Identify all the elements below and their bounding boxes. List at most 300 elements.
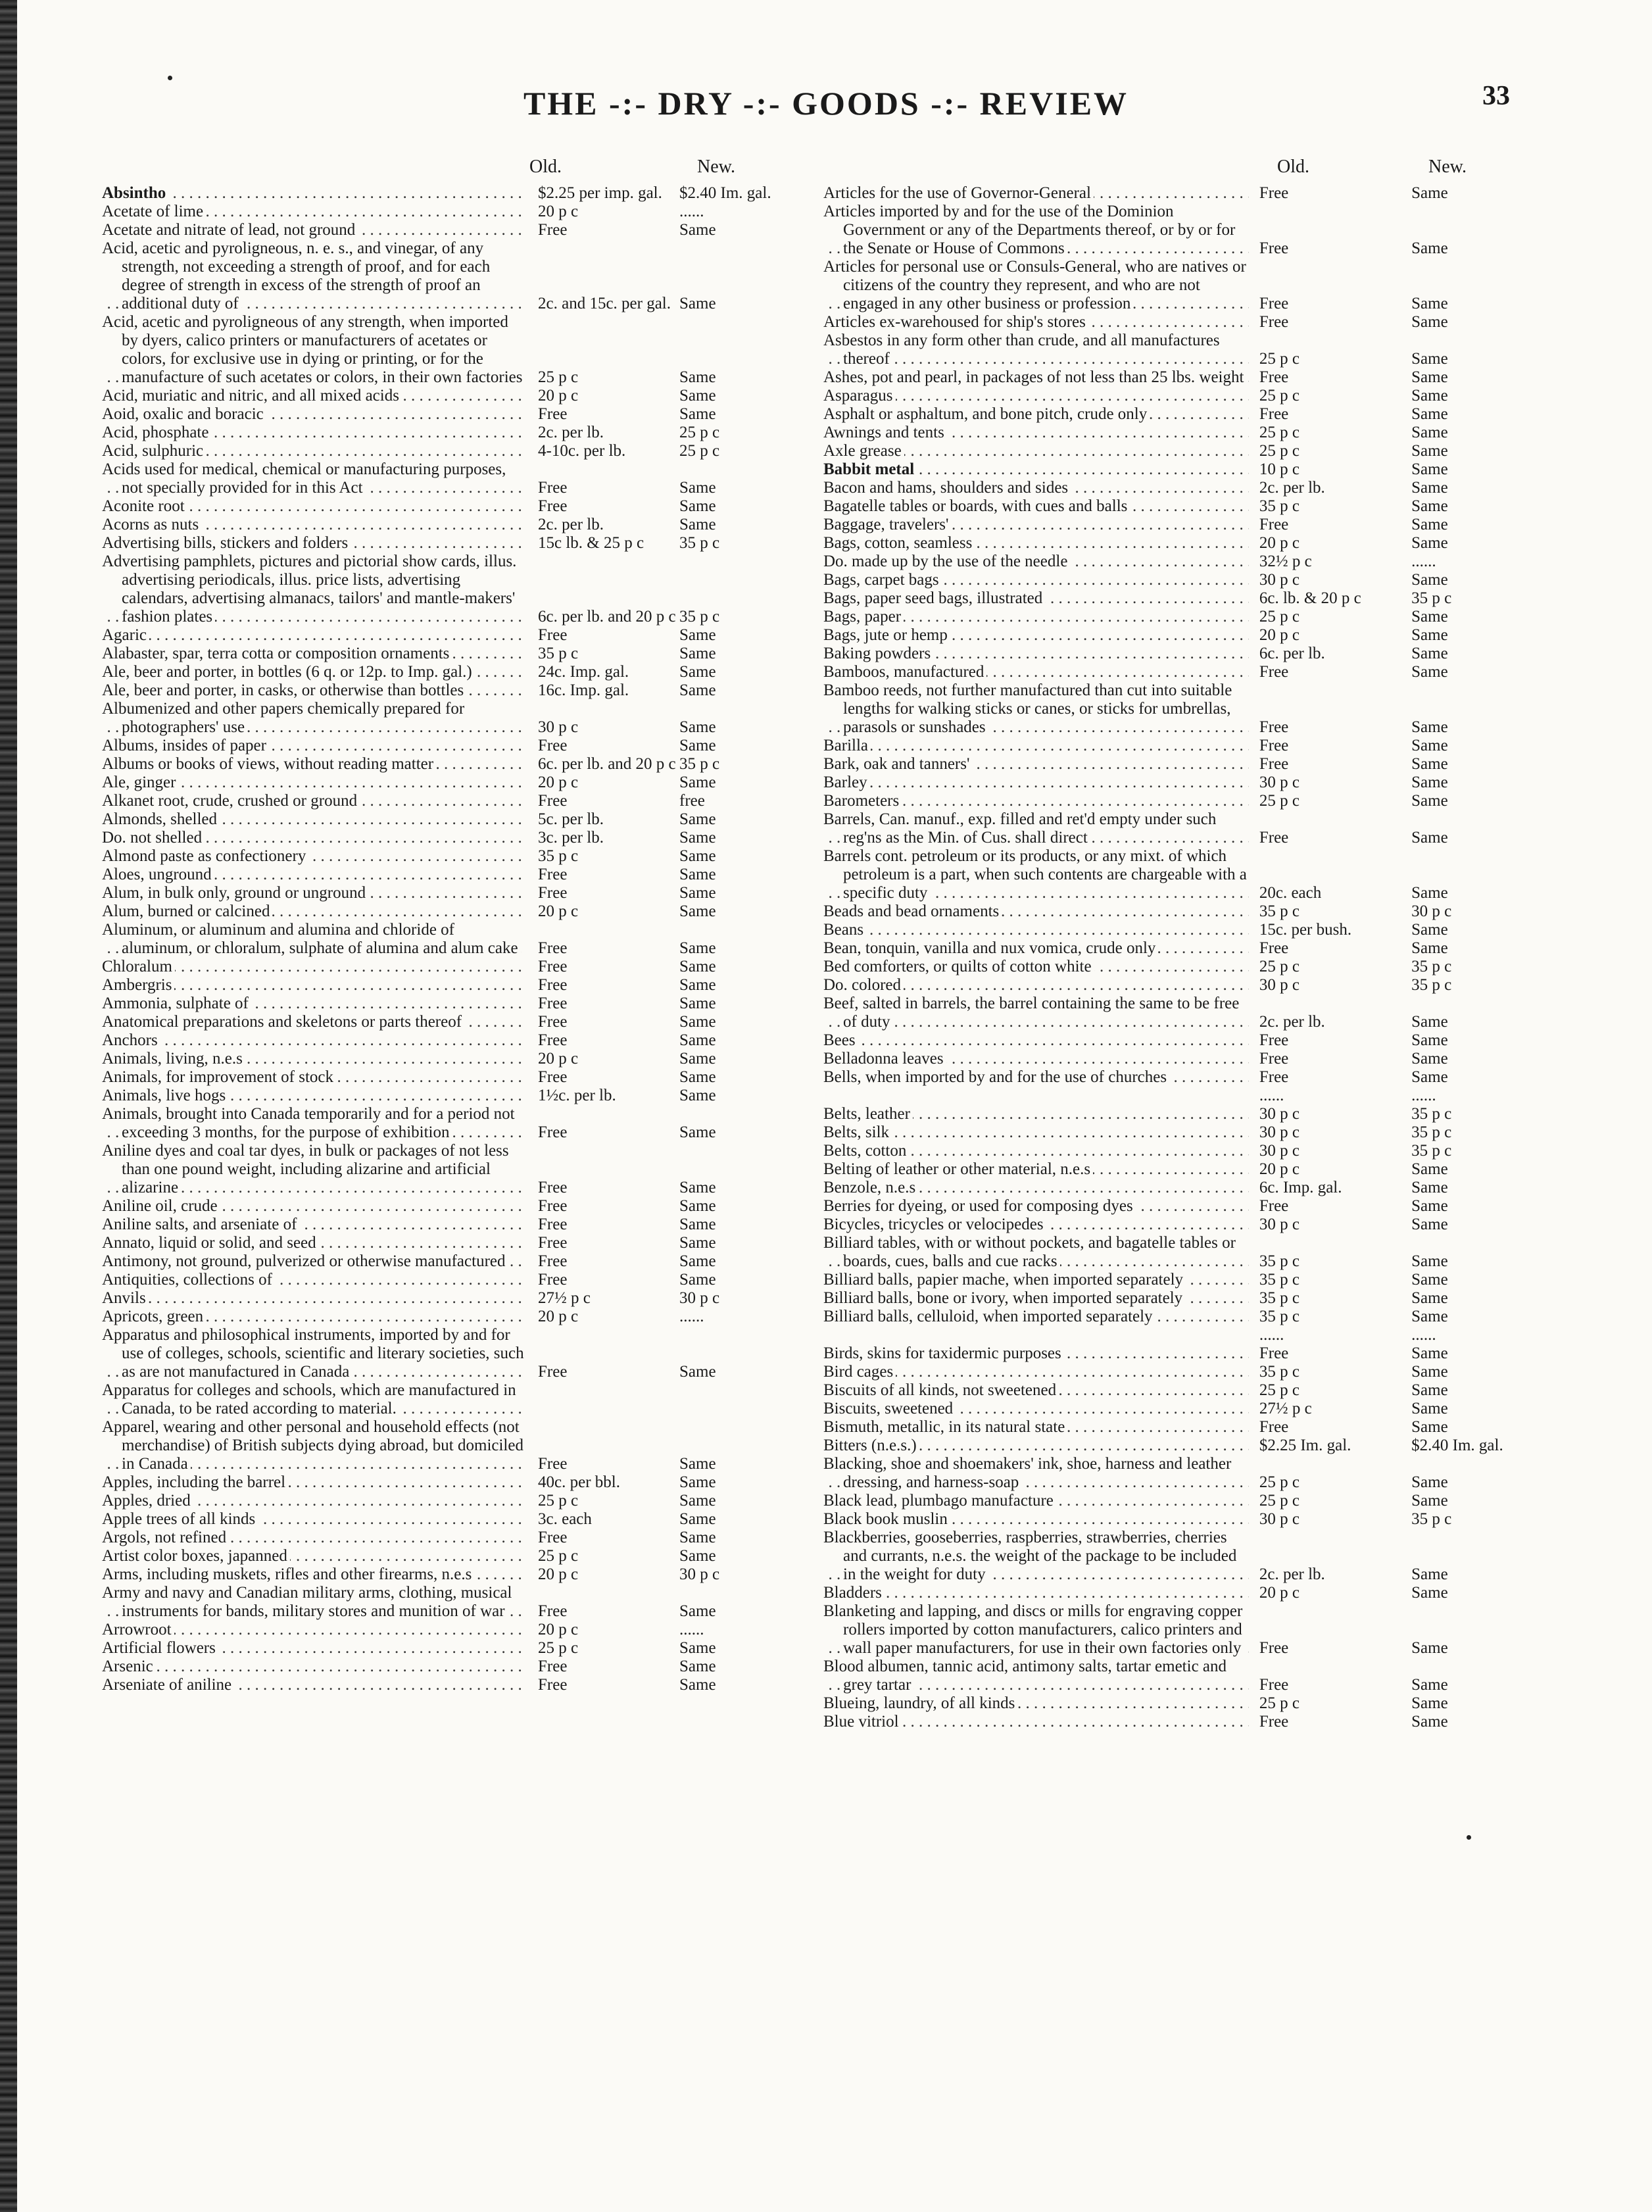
old-duty: 15c lb. & 25 p c <box>538 534 644 552</box>
tariff-row <box>102 1658 832 1676</box>
article-name <box>102 460 526 497</box>
article-name-text: Black lead, plumbago manufacture <box>823 1492 1056 1510</box>
article-name <box>102 1639 526 1658</box>
tariff-row <box>102 884 832 902</box>
old-duty: Free <box>538 1068 568 1086</box>
article-name <box>823 368 1249 387</box>
article-name-text: Berries for dyeing, or used for composing dyes <box>823 1197 1136 1215</box>
article-name <box>823 847 1249 902</box>
old-duty: Free <box>538 976 568 994</box>
new-duty: 35 p c <box>1411 1105 1452 1123</box>
article-name <box>102 847 526 866</box>
tariff-row <box>823 626 1519 645</box>
article-name-text: Artificial flowers <box>102 1639 218 1657</box>
new-duty: Same <box>1411 350 1448 368</box>
article-name <box>102 1565 526 1584</box>
new-duty: Same <box>1411 1492 1448 1510</box>
tariff-row <box>102 829 832 847</box>
page-number: 33 <box>1482 81 1510 111</box>
old-duty: 30 p c <box>1259 571 1300 589</box>
article-name-text: Anatomical preparations and skeletons or parts thereof <box>102 1013 464 1031</box>
old-duty: Free <box>538 479 568 497</box>
new-duty: Same <box>1411 479 1448 497</box>
article-name <box>823 1160 1249 1179</box>
tariff-row <box>823 1123 1519 1142</box>
new-duty: 30 p c <box>679 1565 720 1583</box>
article-name <box>102 1381 526 1418</box>
old-duty: 20 p c <box>538 774 579 791</box>
article-name-text: Billiard balls, celluloid, when imported separately <box>823 1308 1155 1325</box>
new-duty: Same <box>1411 1289 1448 1307</box>
article-name-text: Biscuits of all kinds, not sweetened <box>823 1381 1059 1399</box>
left-rows <box>102 184 832 1694</box>
article-name-text: Anvils <box>102 1289 149 1307</box>
new-duty: Same <box>679 626 716 644</box>
old-duty: 6c. Imp. gal. <box>1259 1179 1342 1196</box>
article-name <box>102 534 526 553</box>
old-duty: Free <box>538 1179 568 1196</box>
tariff-row <box>102 221 832 239</box>
old-duty: Free <box>538 939 568 957</box>
old-duty: 5c. per lb. <box>538 810 604 828</box>
new-duty: ...... <box>679 1308 704 1325</box>
article-name <box>823 995 1249 1031</box>
new-duty: Same <box>1411 1584 1448 1602</box>
article-name <box>102 203 526 221</box>
article-name-text: Blood albumen, tannic acid, antimony salts, tartar emetic and grey tartar <box>823 1658 1227 1694</box>
article-name <box>102 1068 526 1087</box>
tariff-row <box>823 534 1519 553</box>
article-name-text: Bean, tonquin, vanilla and nux vomica, crude only <box>823 939 1158 957</box>
new-duty: ...... <box>1411 1087 1436 1104</box>
new-duty: Same <box>679 958 716 975</box>
old-duty: 25 p c <box>538 1547 579 1565</box>
new-duty: 25 p c <box>679 424 720 441</box>
old-duty: Free <box>1259 368 1289 386</box>
old-duty: Free <box>538 1197 568 1215</box>
article-name-text: Belts, silk <box>823 1123 892 1141</box>
old-duty: 27½ p c <box>1259 1400 1312 1417</box>
article-name <box>102 221 526 239</box>
new-duty: Same <box>1411 774 1448 791</box>
article-name-text: Ammonia, sulphate of <box>102 995 251 1012</box>
article-name <box>823 479 1249 497</box>
tariff-row <box>102 1473 832 1492</box>
new-duty: 35 p c <box>1411 1123 1452 1141</box>
article-name-text: Antimony, not ground, pulverized or otherwise manufactured <box>102 1252 508 1270</box>
article-name <box>102 958 526 976</box>
article-name <box>102 1013 526 1031</box>
article-name-text: Billiard tables, with or without pockets, and bagatelle tables or boards, cues, balls and cue racks <box>823 1234 1236 1270</box>
article-name-text: Bacon and hams, shoulders and sides <box>823 479 1071 497</box>
new-duty: 35 p c <box>1411 958 1452 975</box>
old-duty: 20 p c <box>1259 1584 1300 1602</box>
article-name-text: Bags, paper seed bags, illustrated <box>823 589 1045 607</box>
article-name-text: Asparagus <box>823 387 896 405</box>
article-name-text: Babbit metal <box>823 460 917 478</box>
old-duty: 6c. per lb. <box>1259 645 1325 662</box>
article-name-text: Bird cages <box>823 1363 896 1381</box>
tariff-row <box>102 1621 832 1639</box>
new-duty: Same <box>1411 313 1448 331</box>
old-duty: 35 p c <box>1259 1289 1300 1307</box>
article-name <box>823 1326 1249 1344</box>
article-name-text: Animals, for improvement of stock <box>102 1068 336 1086</box>
article-name <box>102 1418 526 1473</box>
article-name-text: Blackberries, gooseberries, raspberries, strawberries, cherries and currants, n.e.s. the weight of the package to be included in the weight for duty <box>823 1529 1237 1583</box>
article-name-text: Aoid, oxalic and boracic <box>102 405 266 423</box>
article-name <box>102 1676 526 1694</box>
old-duty: 25 p c <box>1259 350 1300 368</box>
new-duty: Same <box>679 1363 716 1381</box>
article-name <box>823 810 1249 847</box>
tariff-row <box>102 1381 832 1418</box>
tariff-row <box>102 755 832 774</box>
old-duty: 35 p c <box>1259 497 1300 515</box>
article-name-text: Arsenic <box>102 1658 156 1675</box>
tariff-row <box>823 1160 1519 1179</box>
article-name-text: Beef, salted in barrels, the barrel containing the same to be free of duty <box>823 995 1240 1031</box>
old-duty: 30 p c <box>1259 976 1300 994</box>
article-name-text: Bags, jute or hemp <box>823 626 950 644</box>
tariff-row <box>102 1031 832 1050</box>
article-name <box>102 737 526 755</box>
article-name <box>823 1142 1249 1160</box>
tariff-row <box>823 1363 1519 1381</box>
article-name <box>102 424 526 442</box>
new-duty: Same <box>679 1013 716 1031</box>
article-name <box>102 1289 526 1308</box>
tariff-row <box>823 1602 1519 1658</box>
tariff-row <box>102 847 832 866</box>
new-duty: $2.40 Im. gal. <box>1411 1437 1503 1454</box>
new-duty: free <box>679 792 705 810</box>
old-duty: 25 p c <box>1259 387 1300 405</box>
old-duty: 15c. per bush. <box>1259 921 1352 939</box>
article-name-text: Awnings and tents <box>823 424 947 441</box>
new-duty: Same <box>1411 424 1448 441</box>
old-duty: Free <box>1259 313 1289 331</box>
new-duty: Same <box>679 1068 716 1086</box>
tariff-row <box>102 1271 832 1289</box>
article-name-text: Army and navy and Canadian military arms, clothing, musical instruments for bands, military stores and munition of war <box>102 1584 512 1620</box>
article-name <box>102 313 526 387</box>
article-name <box>102 995 526 1013</box>
old-duty: Free <box>1259 939 1289 957</box>
tariff-row <box>823 737 1519 755</box>
tariff-row <box>823 1418 1519 1437</box>
article-name <box>823 553 1249 571</box>
article-name <box>823 405 1249 424</box>
new-duty: Same <box>1411 718 1448 736</box>
old-duty: 20 p c <box>1259 534 1300 552</box>
article-name <box>823 1510 1249 1529</box>
old-duty: 30 p c <box>1259 774 1300 791</box>
tariff-row <box>823 1068 1519 1087</box>
article-name-text: Acid, acetic and pyroligneous of any strength, when imported by dyers, calico printers or manufacturers of acetates or colors, for exclusive use in dying or printing, or for the manufacture of such acetates or colors, in their own factories <box>102 313 525 386</box>
tariff-row <box>823 571 1519 589</box>
tariff-row <box>823 1694 1519 1713</box>
tariff-row <box>823 332 1519 368</box>
old-duty: 2c. per lb. <box>538 424 604 441</box>
article-name-text: Albums, insides of paper <box>102 737 269 754</box>
article-name-text: Apparel, wearing and other personal and household effects (not merchandise) of British subjects dying abroad, but domiciled in Canada <box>102 1418 523 1473</box>
article-name-text: Do. not shelled <box>102 829 205 847</box>
old-duty: 35 p c <box>538 847 579 865</box>
article-name <box>823 608 1249 626</box>
tariff-row <box>823 608 1519 626</box>
article-name-text: Ale, beer and porter, in casks, or otherwise than bottles <box>102 681 466 699</box>
article-name <box>823 589 1249 608</box>
old-duty: 20c. each <box>1259 884 1322 902</box>
left-tariff-column <box>102 151 832 1694</box>
old-duty: 1½c. per lb. <box>538 1087 616 1104</box>
article-name-text: Alabaster, spar, terra cotta or composition ornaments <box>102 645 452 662</box>
article-name-text: Ale, beer and porter, in bottles (6 q. or 12p. to Imp. gal.) <box>102 663 475 681</box>
new-duty: Same <box>679 995 716 1012</box>
article-name <box>823 1381 1249 1400</box>
article-name <box>102 976 526 995</box>
article-name-text: Asbestos in any form other than crude, and all manufactures thereof <box>823 332 1220 368</box>
old-duty: Free <box>538 1602 568 1620</box>
old-duty: Free <box>538 1234 568 1252</box>
tariff-row <box>823 1584 1519 1602</box>
new-duty: Same <box>679 718 716 736</box>
old-duty: 2c. per lb. <box>1259 1565 1325 1583</box>
old-duty: 25 p c <box>1259 1381 1300 1399</box>
article-name-text: Bamboo reeds, not further manufactured than cut into suitable lengths for walking sticks or canes, or sticks for umbrellas, parasols or sunshades <box>823 681 1232 736</box>
tariff-row <box>823 1050 1519 1068</box>
new-duty: Same <box>679 1455 716 1473</box>
new-duty: Same <box>679 847 716 865</box>
article-name-text: Aniline oil, crude <box>102 1197 220 1215</box>
old-duty: 20 p c <box>538 1050 579 1068</box>
tariff-row <box>823 1142 1519 1160</box>
new-duty: Same <box>679 1234 716 1252</box>
tariff-row <box>102 387 832 405</box>
new-duty: Same <box>679 387 716 405</box>
article-name-text: Almonds, shelled <box>102 810 220 828</box>
new-duty: Same <box>679 497 716 515</box>
tariff-row <box>823 258 1519 313</box>
article-name-text: Beads and bead ornaments <box>823 902 1002 920</box>
tariff-row <box>102 1142 832 1197</box>
tariff-row <box>823 1658 1519 1694</box>
tariff-row <box>823 774 1519 792</box>
new-duty: Same <box>1411 1400 1448 1417</box>
article-name-text: Bismuth, metallic, in its natural state <box>823 1418 1067 1436</box>
tariff-row <box>823 958 1519 976</box>
article-name <box>823 1087 1249 1105</box>
tariff-row <box>823 1455 1519 1492</box>
new-duty: Same <box>679 1050 716 1068</box>
old-duty: Free <box>538 1363 568 1381</box>
new-duty: Same <box>679 1197 716 1215</box>
old-duty: 35 p c <box>1259 1271 1300 1289</box>
old-duty: Free <box>538 626 568 644</box>
article-name-text: Aluminum, or aluminum and alumina and chloride of aluminum, or chloralum, sulphate of alumina and alum cake <box>102 921 521 957</box>
old-duty: 35 p c <box>1259 1308 1300 1325</box>
article-name <box>102 516 526 534</box>
article-name <box>823 1289 1249 1308</box>
article-name-text: Animals, brought into Canada temporarily and for a period not exceeding 3 months, for the purpose of exhibition <box>102 1105 515 1141</box>
old-duty: $2.25 Im. gal. <box>1259 1437 1351 1454</box>
article-name-text: Animals, living, n.e.s <box>102 1050 245 1068</box>
article-name <box>102 1142 526 1197</box>
old-duty: Free <box>538 497 568 515</box>
old-duty: 35 p c <box>538 645 579 662</box>
tariff-row <box>102 700 832 737</box>
article-name-text: Acid, phosphate <box>102 424 211 441</box>
article-name-text: Aconite root <box>102 497 187 515</box>
article-name <box>102 1658 526 1676</box>
old-duty: Free <box>538 1271 568 1289</box>
new-duty: 35 p c <box>679 534 720 552</box>
tariff-row <box>823 442 1519 460</box>
article-name <box>102 442 526 460</box>
new-duty: Same <box>1411 1713 1448 1731</box>
tariff-row <box>823 424 1519 442</box>
article-name-text: Blanketing and lapping, and discs or mills for engraving copper rollers imported by cotton manufacturers, calico printers and wall paper manufacturers, for use in their own factories only <box>823 1602 1243 1657</box>
new-duty: 35 p c <box>1411 1142 1452 1160</box>
article-name <box>823 737 1249 755</box>
article-name-text: Birds, skins for taxidermic purposes <box>823 1344 1064 1362</box>
new-duty: Same <box>679 405 716 423</box>
left-column-header <box>102 151 832 184</box>
new-duty: Same <box>1411 1473 1448 1491</box>
article-name-text: Articles imported by and for the use of the Dominion Government or any of the Departments thereof, or by or for the Senate or House of Commons <box>823 203 1236 257</box>
article-name-text: Aniline salts, and arseniate of <box>102 1216 299 1233</box>
tariff-row <box>823 921 1519 939</box>
article-name-text: Barometers <box>823 792 902 810</box>
article-name-text: Absintho <box>102 184 168 202</box>
new-duty: Same <box>1411 921 1448 939</box>
article-name <box>823 645 1249 663</box>
article-name <box>823 1031 1249 1050</box>
old-duty: Free <box>1259 1031 1289 1049</box>
new-duty: $2.40 Im. gal. <box>679 184 771 202</box>
new-duty: Same <box>1411 1216 1448 1233</box>
article-name <box>823 976 1249 995</box>
article-name-text: Do. made up by the use of the needle <box>823 553 1070 570</box>
article-name <box>823 1584 1249 1602</box>
article-name-text: Antiquities, collections of <box>102 1271 275 1289</box>
article-name-text: Artist color boxes, japanned <box>102 1547 290 1565</box>
old-duty: Free <box>538 866 568 883</box>
tariff-row <box>823 387 1519 405</box>
article-name <box>102 1308 526 1326</box>
tariff-row <box>102 1234 832 1252</box>
new-duty: ...... <box>679 203 704 220</box>
tariff-row <box>823 1529 1519 1584</box>
article-name <box>823 939 1249 958</box>
tariff-row <box>823 1344 1519 1363</box>
tariff-row <box>823 1713 1519 1731</box>
tariff-row <box>102 1068 832 1087</box>
article-name <box>823 902 1249 921</box>
new-duty: Same <box>679 829 716 847</box>
tariff-row <box>823 184 1519 203</box>
tariff-row <box>102 1252 832 1271</box>
new-duty: Same <box>1411 571 1448 589</box>
tariff-row <box>823 681 1519 737</box>
article-name <box>823 1179 1249 1197</box>
old-duty: Free <box>1259 1068 1289 1086</box>
tariff-row <box>102 1565 832 1584</box>
article-name-text: Bags, paper <box>823 608 904 626</box>
tariff-row <box>823 1437 1519 1455</box>
article-name <box>823 1234 1249 1271</box>
tariff-row <box>823 939 1519 958</box>
article-name-text: Albumenized and other papers chemically prepared for photographers' use <box>102 700 465 736</box>
old-duty: ...... <box>1259 1087 1284 1104</box>
old-duty: Free <box>1259 1344 1289 1362</box>
right-column-header <box>823 151 1519 184</box>
old-duty: Free <box>538 884 568 902</box>
new-duty: Same <box>679 516 716 533</box>
new-duty: Same <box>1411 608 1448 626</box>
new-duty: Same <box>1411 1050 1448 1068</box>
article-name-text: Acid, sulphuric <box>102 442 206 460</box>
old-duty: Free <box>538 1676 568 1694</box>
old-duty: Free <box>1259 516 1289 533</box>
old-duty: 25 p c <box>538 1492 579 1510</box>
tariff-row <box>102 442 832 460</box>
article-name-text: Bagatelle tables or boards, with cues and balls <box>823 497 1130 515</box>
old-duty: 16c. Imp. gal. <box>538 681 629 699</box>
article-name-text: Bicycles, tricycles or velocipedes <box>823 1216 1046 1233</box>
tariff-row <box>102 460 832 497</box>
tariff-row <box>102 1547 832 1565</box>
new-duty: Same <box>1411 1694 1448 1712</box>
old-duty: 6c. per lb. and 20 p c <box>538 755 676 773</box>
article-name <box>102 774 526 792</box>
new-duty: Same <box>679 1547 716 1565</box>
new-duty: Same <box>679 1031 716 1049</box>
tariff-row <box>823 405 1519 424</box>
tariff-row <box>102 995 832 1013</box>
article-name <box>102 700 526 737</box>
article-name-text: Bed comforters, or quilts of cotton white <box>823 958 1094 975</box>
article-name-text: Alum, burned or calcined <box>102 902 272 920</box>
article-name <box>102 239 526 313</box>
article-name-text: Bamboos, manufactured <box>823 663 986 681</box>
article-name-text: Billiard balls, papier mache, when imported separately <box>823 1271 1186 1289</box>
new-duty: Same <box>1411 755 1448 773</box>
new-duty: 30 p c <box>679 1289 720 1307</box>
article-name-text: Arrowroot <box>102 1621 174 1638</box>
article-name <box>823 755 1249 774</box>
new-duty: Same <box>1411 534 1448 552</box>
article-name-text: Animals, live hogs <box>102 1087 228 1104</box>
article-name <box>823 442 1249 460</box>
article-name <box>823 258 1249 313</box>
page-title: THE -:- DRY -:- GOODS -:- REVIEW <box>523 85 1129 122</box>
article-name-text: Alkanet root, crude, crushed or ground <box>102 792 360 810</box>
old-duty: Free <box>1259 239 1289 257</box>
article-name-text: Acid, muriatic and nitric, and all mixed acids <box>102 387 402 405</box>
article-name-text: Barilla <box>823 737 871 754</box>
article-name-text: Advertising bills, stickers and folders <box>102 534 351 552</box>
new-duty: Same <box>1411 1565 1448 1583</box>
article-name <box>823 184 1249 203</box>
new-duty: Same <box>679 1271 716 1289</box>
new-duty: ...... <box>679 1621 704 1638</box>
new-duty: Same <box>679 1179 716 1196</box>
old-duty: Free <box>538 1252 568 1270</box>
article-name <box>102 1216 526 1234</box>
tariff-row <box>823 1216 1519 1234</box>
